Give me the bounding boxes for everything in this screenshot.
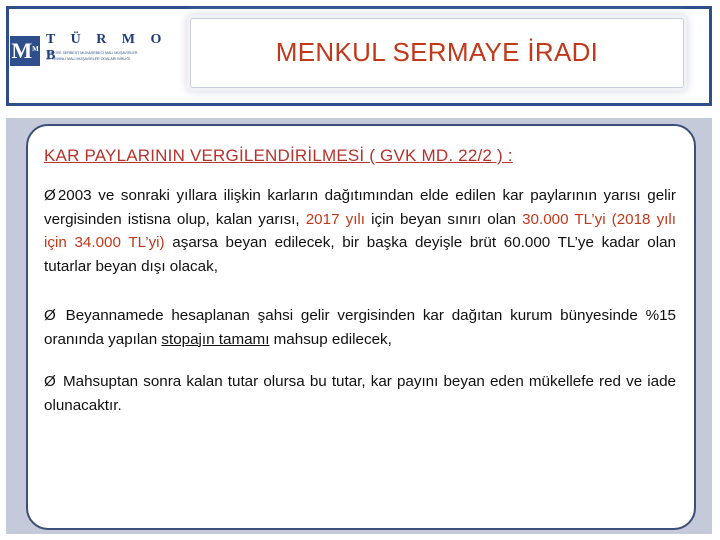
logo-subtitle-line-2: VE YEMİNLİ MALİ MÜŞAVİRLER ODALARI BİRLİĞİ — [46, 57, 131, 61]
paragraph-withholding-deduction — [44, 304, 676, 351]
paragraph-3-text: Mahsuptan sonra kalan tutar olursa bu tutar, kar payını beyan eden mükellefe red ve iade olunacaktır. — [44, 373, 676, 414]
page-title: MENKUL SERMAYE İRADI — [275, 37, 599, 67]
paragraph-dividend-exemption — [44, 184, 676, 278]
turmob-logo — [10, 30, 180, 74]
paragraph-1-text-a: 2003 ve sonraki yıllara ilişkin karların dağıtımından elde edilen kar paylarının yarısı gelir vergisinden istisna olup, kalan yarısı, — [44, 187, 676, 228]
logo-wordmark: T Ü R M O B — [46, 32, 168, 63]
highlight-limit-amount: 30.000 TL’yi (2018 yılı için 34.000 TL’yi) — [44, 210, 676, 251]
paragraph-1-text-c: aşarsa beyan edilecek, bir başka deyişle brüt 60.000 TL’ye kadar olan tutarlar beyan dışı olacak, — [44, 234, 676, 275]
title-panel — [190, 18, 684, 88]
bullet-arrow-icon: Ø — [44, 307, 56, 324]
logo-subtitle-line-1: TÜRKİYE SERBEST MUHASEBECİ MALİ MÜŞAVİRLER — [46, 51, 138, 55]
bullet-arrow-icon: Ø — [44, 373, 56, 390]
logo-mark-icon: $M^M$ — [10, 36, 40, 66]
highlight-year-2017: 2017 yılı — [305, 210, 366, 228]
logo-subtitle — [46, 50, 180, 62]
paragraph-refund — [44, 370, 676, 417]
section-heading: KAR PAYLARININ VERGİLENDİRİLMESİ ( GVK MD. 22/2 ) : — [44, 146, 513, 165]
paragraph-2-text-a: Beyannamede hesaplanan şahsi gelir vergisinden kar dağıtan kurum bünyesinde %15 oranında yapılan — [44, 307, 676, 348]
paragraph-1-text-b: için beyan sınırı olan — [365, 210, 523, 228]
bullet-arrow-icon: Ø — [44, 187, 56, 204]
paragraph-2-text-b: mahsup edilecek, — [269, 330, 392, 348]
underlined-withholding-total: stopajın tamamı — [161, 330, 270, 348]
